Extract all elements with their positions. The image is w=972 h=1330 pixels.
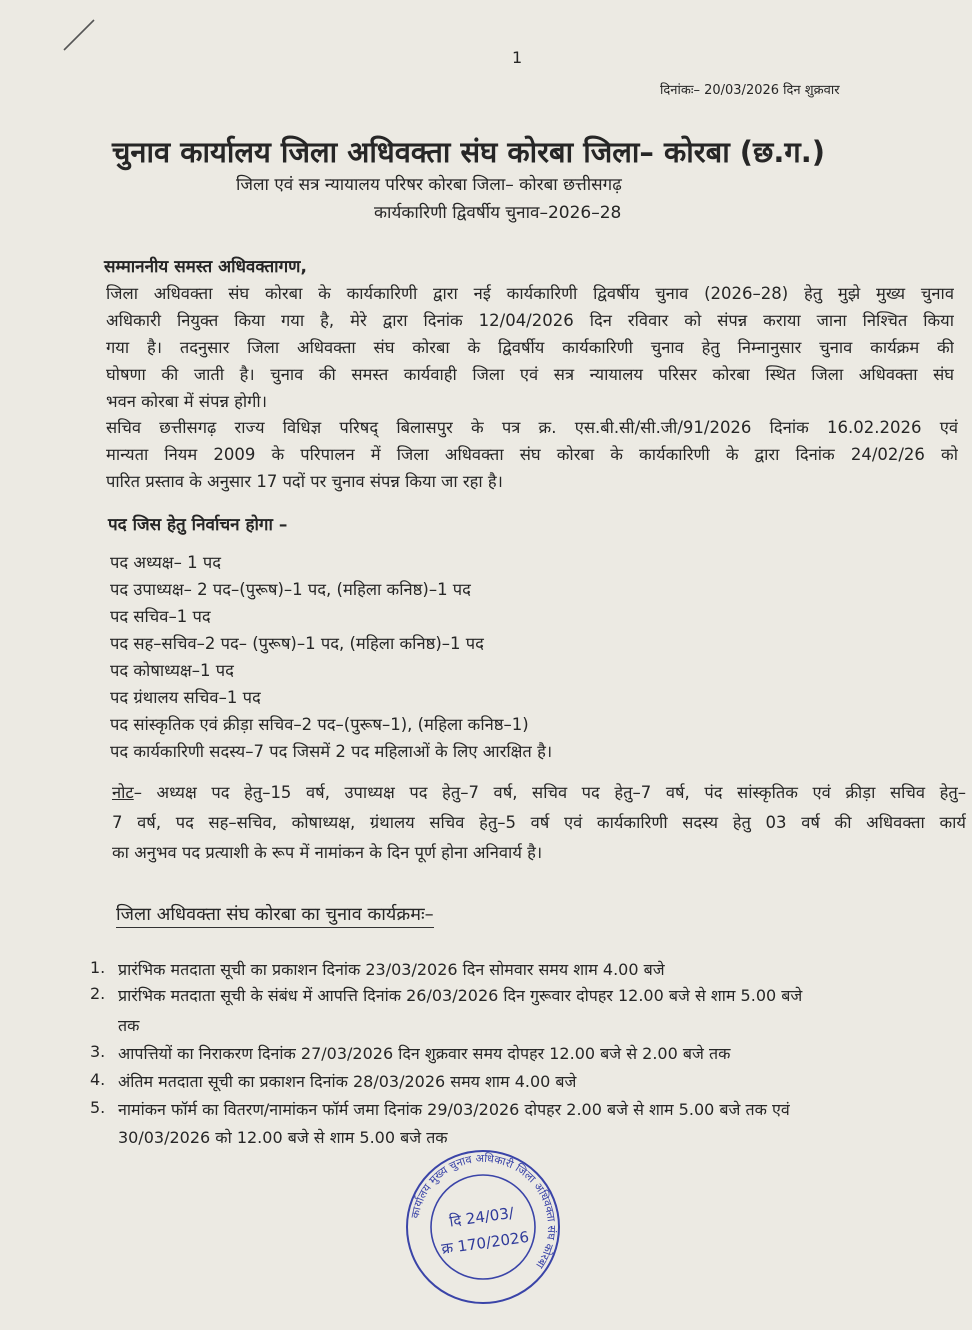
page-number: 1 [512,48,523,67]
note-line: – अध्यक्ष पद हेतु–15 वर्ष, उपाध्यक्ष पद हेतु–7 वर्ष, सचिव पद हेतु–7 वर्ष, पंद सांस्कृतिक एवं क्रीड़ा सचिव हेतु– [133,783,966,802]
document-title: चुनाव कार्यालय जिला अधिवक्ता संघ कोरबा जिला– कोरबा (छ.ग.) [112,135,825,169]
schedule-item-number: 5. [90,1098,106,1117]
note-line: का अनुभव पद प्रत्याशी के रूप में नामांकन के दिन पूर्ण होना अनिवार्य है। [112,843,543,862]
post-item-joint-secretary: पद सह–सचिव–2 पद– (पुरूष)–1 पद, (महिला कनिष्ठ)–1 पद [110,634,484,653]
schedule-item-text: आपत्तियों का निराकरण दिनांक 27/03/2026 दिन शुक्रवार समय दोपहर 12.00 बजे से 2.00 बजे तक [118,1044,731,1063]
official-seal [402,1146,564,1308]
salutation: सम्माननीय समस्त अधिवक्तागण, [104,257,307,277]
schedule-item-continuation: तक [118,1016,140,1035]
paragraph-line: घोषणा की जाती है। चुनाव की समस्त कार्यवाही जिला एवं सत्र न्यायालय परिसर कोरबा स्थित जिला अधिवक्ता संघ [106,365,954,384]
paragraph-appointment [106,280,954,415]
note-line: 7 वर्ष, पद सह–सचिव, कोषाध्यक्ष, ग्रंथालय सचिव हेतु–5 वर्ष एवं कार्यकारिणी सदस्य हेतु 03 वर्ष की अधिवक्ता कार्य [112,813,966,832]
post-item-president: पद अध्यक्ष– 1 पद [110,553,221,572]
schedule-item [90,1070,577,1092]
post-item-secretary: पद सचिव–1 पद [110,607,211,626]
paragraph-authority [106,414,958,495]
note-label: नोट [112,783,134,802]
paragraph-line: गया है। तदनुसार जिला अधिवक्ता संघ कोरबा के द्विवर्षीय कार्यकारिणी चुनाव हेतु निम्नानुसार चुनाव कार्यक्रम की [106,338,954,357]
seal-outer-text: कार्यालय मुख्य चुनाव अधिकारी जिला अधिवक्ता संघ कोरबा [408,1151,559,1271]
schedule-item-number: 4. [90,1070,106,1089]
post-item-cultural-secretary: पद सांस्कृतिक एवं क्रीड़ा सचिव–2 पद–(पुरूष–1), (महिला कनिष्ठ–1) [110,715,529,734]
seal-number-mark: क्र 170/2026 [440,1227,531,1258]
paragraph-line: भवन कोरबा में संपन्न होगी। [106,392,267,411]
schedule-item-number: 3. [90,1042,106,1061]
post-item-vice-president: पद उपाध्यक्ष– 2 पद–(पुरूष)–1 पद, (महिला कनिष्ठ)–1 पद [110,580,471,599]
document-subtitle-venue: जिला एवं सत्र न्यायालय परिषर कोरबा जिला– कोरबा छत्तीसगढ़ [236,175,622,195]
post-item-treasurer: पद कोषाध्यक्ष–1 पद [110,661,234,680]
document-subtitle-election: कार्यकारिणी द्विवर्षीय चुनाव–2026–28 [374,203,622,223]
eligibility-note [112,778,966,868]
paragraph-line: पारित प्रस्ताव के अनुसार 17 पदों पर चुनाव संपन्न किया जा रहा है। [106,472,503,491]
post-item-librarian: पद ग्रंथालय सचिव–1 पद [110,688,261,707]
schedule-item-text: अंतिम मतदाता सूची का प्रकाशन दिनांक 28/03/2026 समय शाम 4.00 बजे [118,1072,577,1091]
post-item-executive-members: पद कार्यकारिणी सदस्य–7 पद जिसमें 2 पद महिलाओं के लिए आरक्षित है। [110,742,553,761]
issue-date: दिनांकः– 20/03/2026 दिन शुक्रवार [660,83,840,98]
schedule-item [90,1098,790,1120]
paragraph-line: अधिकारी नियुक्त किया गया है, मेरे द्वारा दिनांक 12/04/2026 दिन रविवार को संपन्न कराया जाना निश्चित किया [106,311,954,330]
schedule-item-text: प्रारंभिक मतदाता सूची का प्रकाशन दिनांक 23/03/2026 दिन सोमवार समय शाम 4.00 बजे [118,960,665,979]
schedule-heading: जिला अधिवक्ता संघ कोरबा का चुनाव कार्यक्रमः– [116,902,434,928]
schedule-item [90,958,665,980]
pen-stroke-mark [62,18,96,52]
paragraph-line: सचिव छत्तीसगढ़ राज्य विधिज्ञ परिषद् बिलासपुर के पत्र क्र. एस.बी.सी/सी.जी/91/2026 दिनांक 16.02.2026 एवं [106,418,958,437]
schedule-item-number: 2. [90,984,106,1003]
schedule-item [90,984,803,1006]
posts-heading: पद जिस हेतु निर्वाचन होगा – [108,515,288,535]
paragraph-line: मान्यता नियम 2009 के परिपालन में जिला अधिवक्ता संघ कोरबा के कार्यकारिणी के द्वारा दिनांक 24/02/26 को [106,445,958,464]
paragraph-line: जिला अधिवक्ता संघ कोरबा के कार्यकारिणी द्वारा नई कार्यकारिणी द्विवर्षीय चुनाव (2026–28) हेतु मुझे मुख्य चुनाव [106,284,954,303]
schedule-item [90,1042,731,1064]
schedule-item-continuation: 30/03/2026 को 12.00 बजे से शाम 5.00 बजे तक [118,1128,448,1147]
schedule-item-text: प्रारंभिक मतदाता सूची के संबंध में आपत्ति दिनांक 26/03/2026 दिन गुरूवार दोपहर 12.00 बजे से शाम 5.00 बजे [118,986,803,1005]
seal-date-mark: दि 24/03/ [448,1203,515,1231]
schedule-item-text: नामांकन फॉर्म का वितरण/नामांकन फॉर्म जमा दिनांक 29/03/2026 दोपहर 2.00 बजे से शाम 5.00 बजे तक एवं [118,1100,790,1119]
schedule-item-number: 1. [90,958,106,977]
